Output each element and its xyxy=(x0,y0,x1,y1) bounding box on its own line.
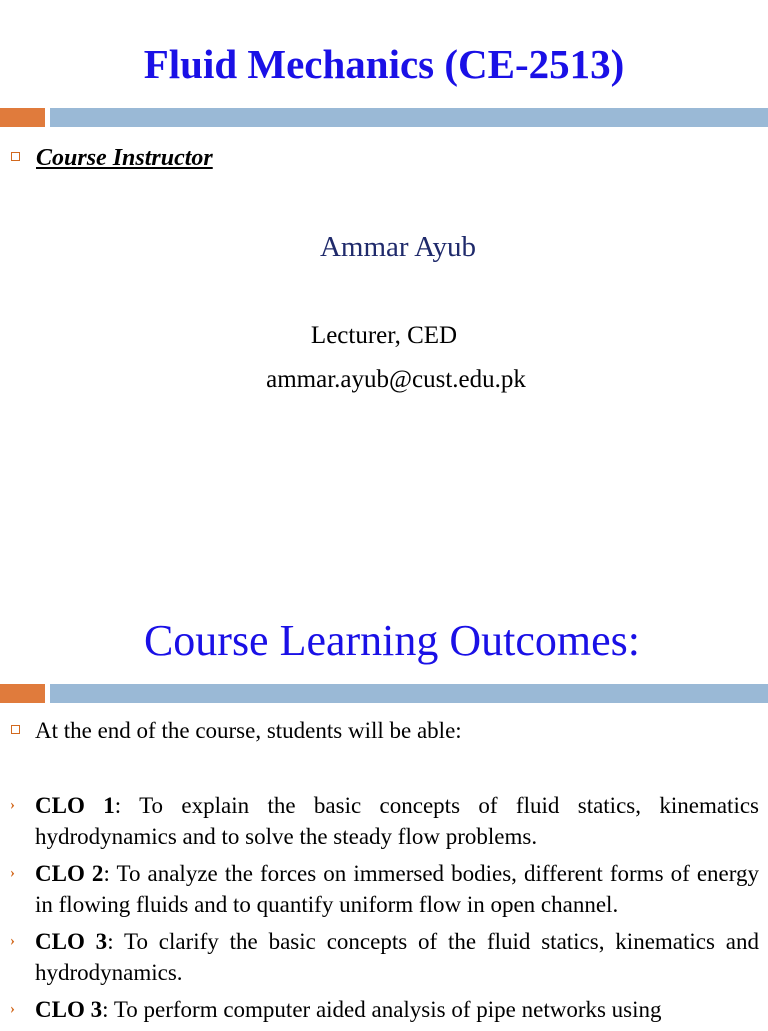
outcome-text: : To explain the basic concepts of fluid statics, kinematics hydrodynamics and to solve the steady flow problems. xyxy=(35,793,759,849)
chevron-right-icon: › xyxy=(10,933,15,949)
outcome-text: : To analyze the forces on immersed bodies, different forms of energy in flowing fluids and to quantify uniform flow in open channel. xyxy=(35,861,760,917)
list-item xyxy=(0,926,768,988)
outcome-label: CLO 3 xyxy=(35,997,103,1022)
instructor-role: Lecturer, CED xyxy=(310,322,458,349)
title-divider xyxy=(50,108,768,127)
chevron-right-icon: › xyxy=(10,797,15,813)
outcome-label: CLO 1 xyxy=(35,793,115,818)
section-heading: Course Instructor xyxy=(36,145,213,171)
outcome-label: CLO 3 xyxy=(35,929,108,954)
slide-title: Course Learning Outcomes: xyxy=(143,616,641,665)
square-bullet-icon xyxy=(11,152,20,161)
outcomes-list xyxy=(0,790,768,1031)
intro-text: At the end of the course, students will be able: xyxy=(35,718,462,743)
list-item xyxy=(0,790,768,852)
chevron-right-icon: › xyxy=(10,865,15,881)
instructor-email: ammar.ayub@cust.edu.pk xyxy=(266,366,526,393)
chevron-right-icon: › xyxy=(10,1001,15,1017)
slide-title: Fluid Mechanics (CE-2513) xyxy=(143,41,625,87)
outcome-text: : To perform computer aided analysis of pipe networks using xyxy=(102,997,662,1022)
outcome-text: : To clarify the basic concepts of the fluid statics, kinematics and hydrodynamics. xyxy=(35,929,759,985)
list-item xyxy=(0,858,768,920)
list-item xyxy=(0,994,768,1025)
title-divider xyxy=(50,684,768,703)
title-divider-accent xyxy=(0,108,45,127)
title-divider-accent xyxy=(0,684,45,703)
instructor-name: Ammar Ayub xyxy=(319,231,477,263)
outcome-label: CLO 2 xyxy=(35,861,104,886)
square-bullet-icon xyxy=(11,725,20,734)
